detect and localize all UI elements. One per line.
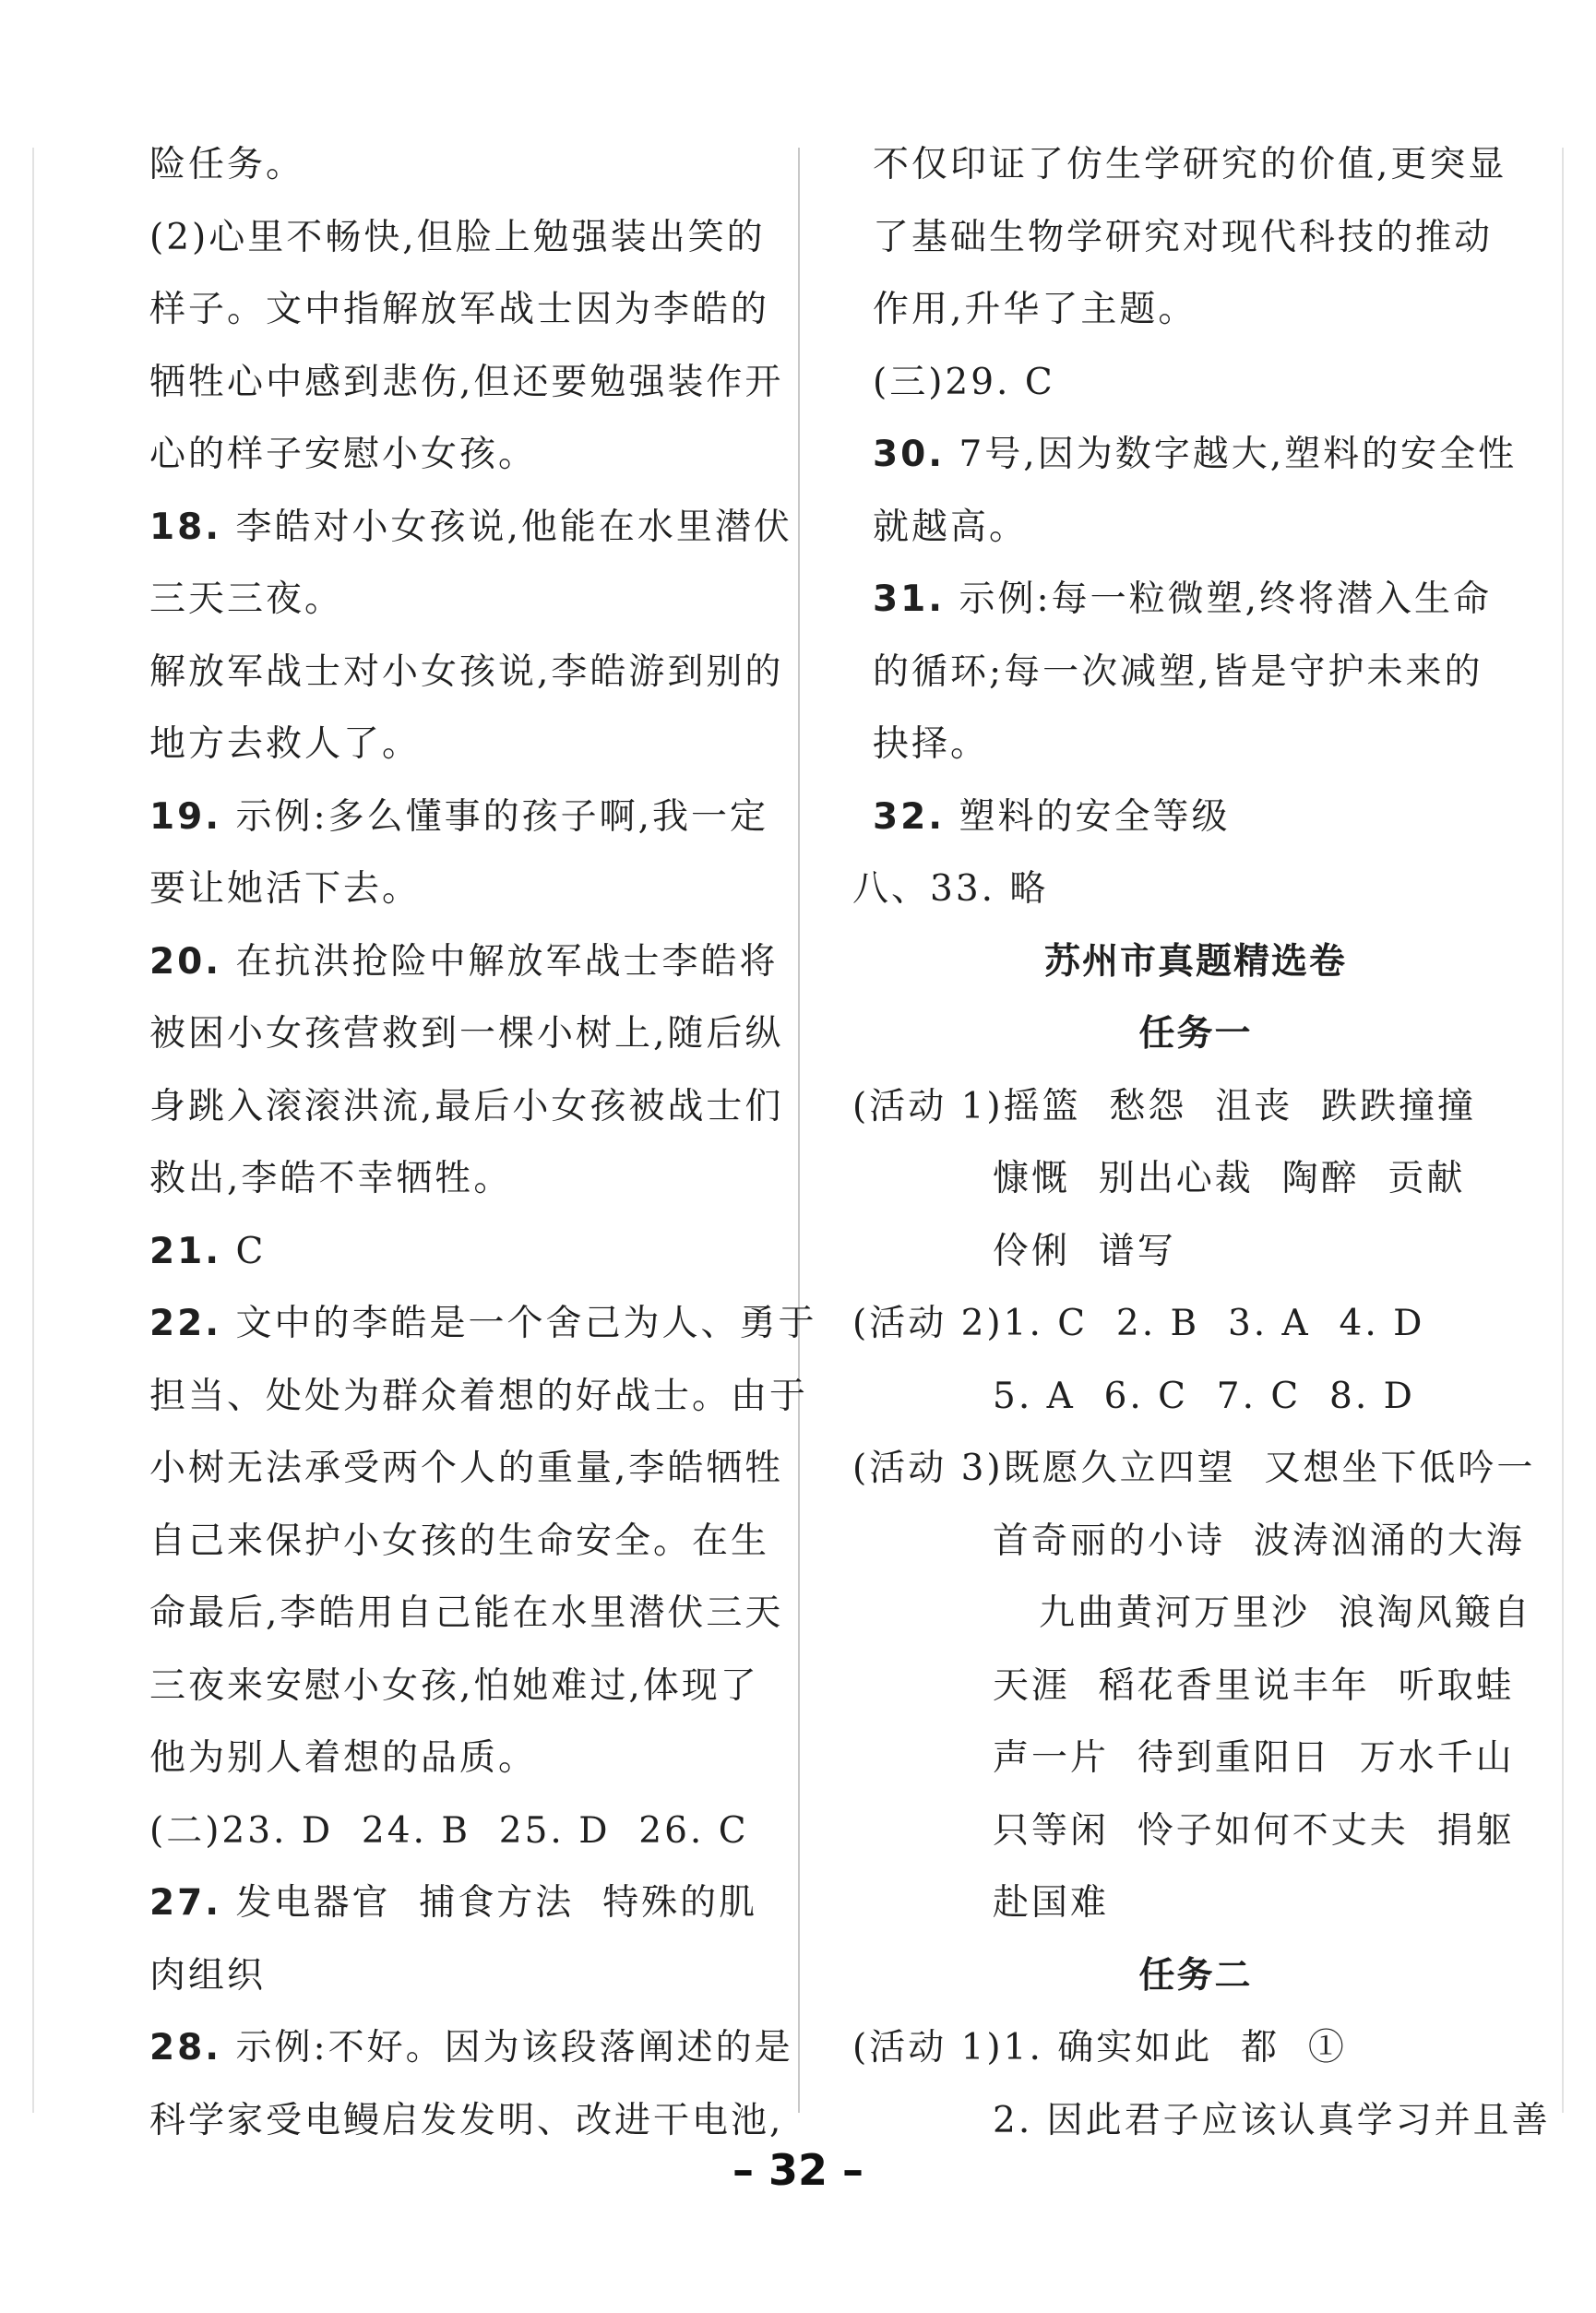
line-text: (二)23. D 24. B 25. D 26. C (149, 1809, 749, 1852)
line-text: 李皓对小女孩说,他能在水里潜伏 (221, 506, 792, 548)
line-text: 作用,升华了主题。 (873, 289, 1197, 330)
line-text: C (221, 1230, 267, 1272)
column-divider (798, 148, 800, 2113)
line-text: 的循环;每一次减塑,皆是守护未来的 (873, 650, 1483, 693)
text-line (149, 926, 779, 999)
text-line (149, 1143, 758, 1216)
text-line (852, 853, 1519, 926)
line-text: 他为别人着想的品质。 (149, 1737, 538, 1779)
line-text: 发电器官 捕食方法 特殊的肌 (221, 1882, 758, 1924)
section-heading (873, 926, 1519, 999)
question-number: 21. (149, 1230, 222, 1272)
text-line (149, 1723, 758, 1795)
line-text: 2. 因此君子应该认真学习并且善 (993, 2099, 1551, 2141)
text-line (873, 637, 1519, 709)
task-heading (873, 998, 1519, 1071)
line-text: 身跳入滚滚洪流,最后小女孩被战士们 (149, 1085, 784, 1127)
text-line (852, 1071, 1519, 1144)
line-text: 示例:每一粒微塑,终将潜入生命 (945, 578, 1493, 620)
line-text: 塑料的安全等级 (945, 795, 1231, 838)
line-text: 了基础生物学研究对现代科技的推动 (873, 216, 1494, 258)
line-text: (活动 3)既愿久立四望 又想坐下低吟一 (852, 1448, 1536, 1489)
text-line (852, 1433, 1536, 1506)
task-heading (873, 1940, 1519, 2013)
text-line (149, 709, 758, 781)
text-line (873, 781, 1519, 854)
line-text: 5. A 6. C 7. C 8. D (993, 1375, 1415, 1417)
page-number: – 32 – (732, 2145, 864, 2195)
question-number: 19. (149, 795, 222, 838)
line-text: 科学家受电鳗启发发明、改进干电池, (149, 2099, 784, 2141)
text-line (149, 1071, 784, 1144)
line-text: 三天三夜。 (149, 578, 344, 620)
text-line (873, 1867, 1519, 1940)
line-text: 任务一 (1138, 1013, 1253, 1055)
text-line (873, 1795, 1519, 1868)
text-line (873, 564, 1519, 637)
text-line (873, 1143, 1519, 1216)
line-text: 肉组织 (149, 1954, 267, 1997)
line-text: 文中的李皓是一个舍己为人、勇于 (221, 1303, 817, 1344)
text-line (873, 1723, 1519, 1795)
line-text: (活动 1)1. 确实如此 都 ① (852, 2027, 1347, 2069)
line-text: (2)心里不畅快,但脸上勉强装出笑的 (149, 216, 766, 258)
text-line (149, 998, 784, 1071)
line-text: 牺牲心中感到悲伤,但还要勉强装作开 (149, 361, 784, 403)
text-line (149, 2012, 793, 2085)
text-line (149, 564, 758, 637)
line-text: 就越高。 (873, 506, 1029, 548)
line-text: 示例:多么懂事的孩子啊,我一定 (221, 795, 769, 838)
right-margin-rule (1562, 148, 1564, 2113)
line-text: 三夜来安慰小女孩,怕她难过,体现了 (149, 1664, 759, 1707)
text-line (149, 1795, 758, 1868)
text-line (149, 853, 758, 926)
line-text: 九曲黄河万里沙 浪淘风簸自 (1039, 1592, 1532, 1634)
line-text: 自己来保护小女孩的生命安全。在生 (149, 1520, 770, 1562)
line-text: 在抗洪抢险中解放军战士李皓将 (221, 940, 779, 983)
text-line (149, 274, 770, 347)
line-text: 八、33. 略 (852, 868, 1049, 910)
line-text: 7号,因为数字越大,塑料的安全性 (945, 434, 1518, 475)
line-text: 慷慨 别出心裁 陶醉 贡献 (993, 1158, 1466, 1199)
line-text: (活动 2)1. C 2. B 3. A 4. D (852, 1303, 1425, 1344)
line-text: 险任务。 (149, 144, 305, 185)
text-line (873, 709, 1519, 781)
left-margin-rule (32, 148, 34, 2113)
line-text: 只等闲 怜子如何不丈夫 捐躯 (993, 1809, 1515, 1852)
text-line (873, 1651, 1519, 1723)
text-line (149, 1867, 758, 1940)
text-line (149, 347, 784, 420)
line-text: 示例:不好。因为该段落阐述的是 (221, 2027, 793, 2069)
text-line (852, 1288, 1519, 1361)
right-column (852, 129, 1551, 2157)
text-line (149, 1940, 758, 2013)
text-line (873, 1506, 1525, 1579)
line-text: 抉择。 (873, 723, 990, 765)
text-line (873, 347, 1519, 420)
line-text: (活动 1)摇篮 愁怨 沮丧 跌跌撞撞 (852, 1085, 1477, 1127)
line-text: 伶俐 谱写 (993, 1230, 1176, 1272)
text-line (149, 1433, 784, 1506)
text-line (149, 1578, 784, 1651)
text-line (873, 1361, 1519, 1434)
question-number: 30. (873, 434, 946, 475)
line-text: 天涯 稻花香里说丰年 听取蛙 (993, 1664, 1515, 1707)
text-line (149, 419, 758, 492)
line-text: 要让她活下去。 (149, 868, 422, 910)
line-text: 救出,李皓不幸牺牲。 (149, 1158, 513, 1199)
question-number: 22. (149, 1303, 222, 1344)
text-line (873, 202, 1519, 275)
question-number: 18. (149, 506, 222, 548)
text-line (149, 1288, 817, 1361)
text-line (852, 2012, 1519, 2085)
line-text: 担当、处处为群众着想的好战士。由于 (149, 1375, 809, 1417)
text-line (149, 781, 769, 854)
text-line (873, 419, 1519, 492)
line-text: 被困小女孩营救到一棵小树上,随后纵 (149, 1013, 784, 1055)
line-text: 地方去救人了。 (149, 723, 422, 765)
line-text: 样子。文中指解放军战士因为李皓的 (149, 289, 770, 330)
text-line (149, 492, 792, 565)
text-line (149, 1216, 758, 1289)
line-text: 小树无法承受两个人的重量,李皓牺牲 (149, 1448, 784, 1489)
line-text: (三)29. C (873, 361, 1055, 403)
question-number: 28. (149, 2027, 222, 2069)
question-number: 32. (873, 795, 946, 838)
line-text: 苏州市真题精选卷 (1043, 940, 1347, 983)
left-column (149, 129, 817, 2157)
text-line (149, 202, 766, 275)
text-line (873, 1578, 1532, 1651)
text-line (873, 492, 1519, 565)
line-text: 心的样子安慰小女孩。 (149, 434, 538, 475)
text-line (149, 1651, 758, 1723)
text-line (873, 129, 1519, 202)
line-text: 解放军战士对小女孩说,李皓游到别的 (149, 650, 784, 693)
question-number: 31. (873, 578, 946, 620)
line-text: 赴国难 (993, 1882, 1110, 1924)
text-line (873, 1216, 1519, 1289)
question-number: 27. (149, 1882, 222, 1924)
question-number: 20. (149, 940, 222, 983)
text-line (873, 274, 1519, 347)
line-text: 不仅印证了仿生学研究的价值,更突显 (873, 144, 1507, 185)
text-line (149, 129, 758, 202)
line-text: 声一片 待到重阳日 万水千山 (993, 1737, 1515, 1779)
line-text: 首奇丽的小诗 波涛汹涌的大海 (993, 1520, 1525, 1562)
line-text: 命最后,李皓用自己能在水里潜伏三天 (149, 1592, 784, 1634)
line-text: 任务二 (1138, 1954, 1253, 1997)
text-line (149, 1361, 809, 1434)
text-line (149, 637, 784, 709)
text-line (149, 1506, 770, 1579)
